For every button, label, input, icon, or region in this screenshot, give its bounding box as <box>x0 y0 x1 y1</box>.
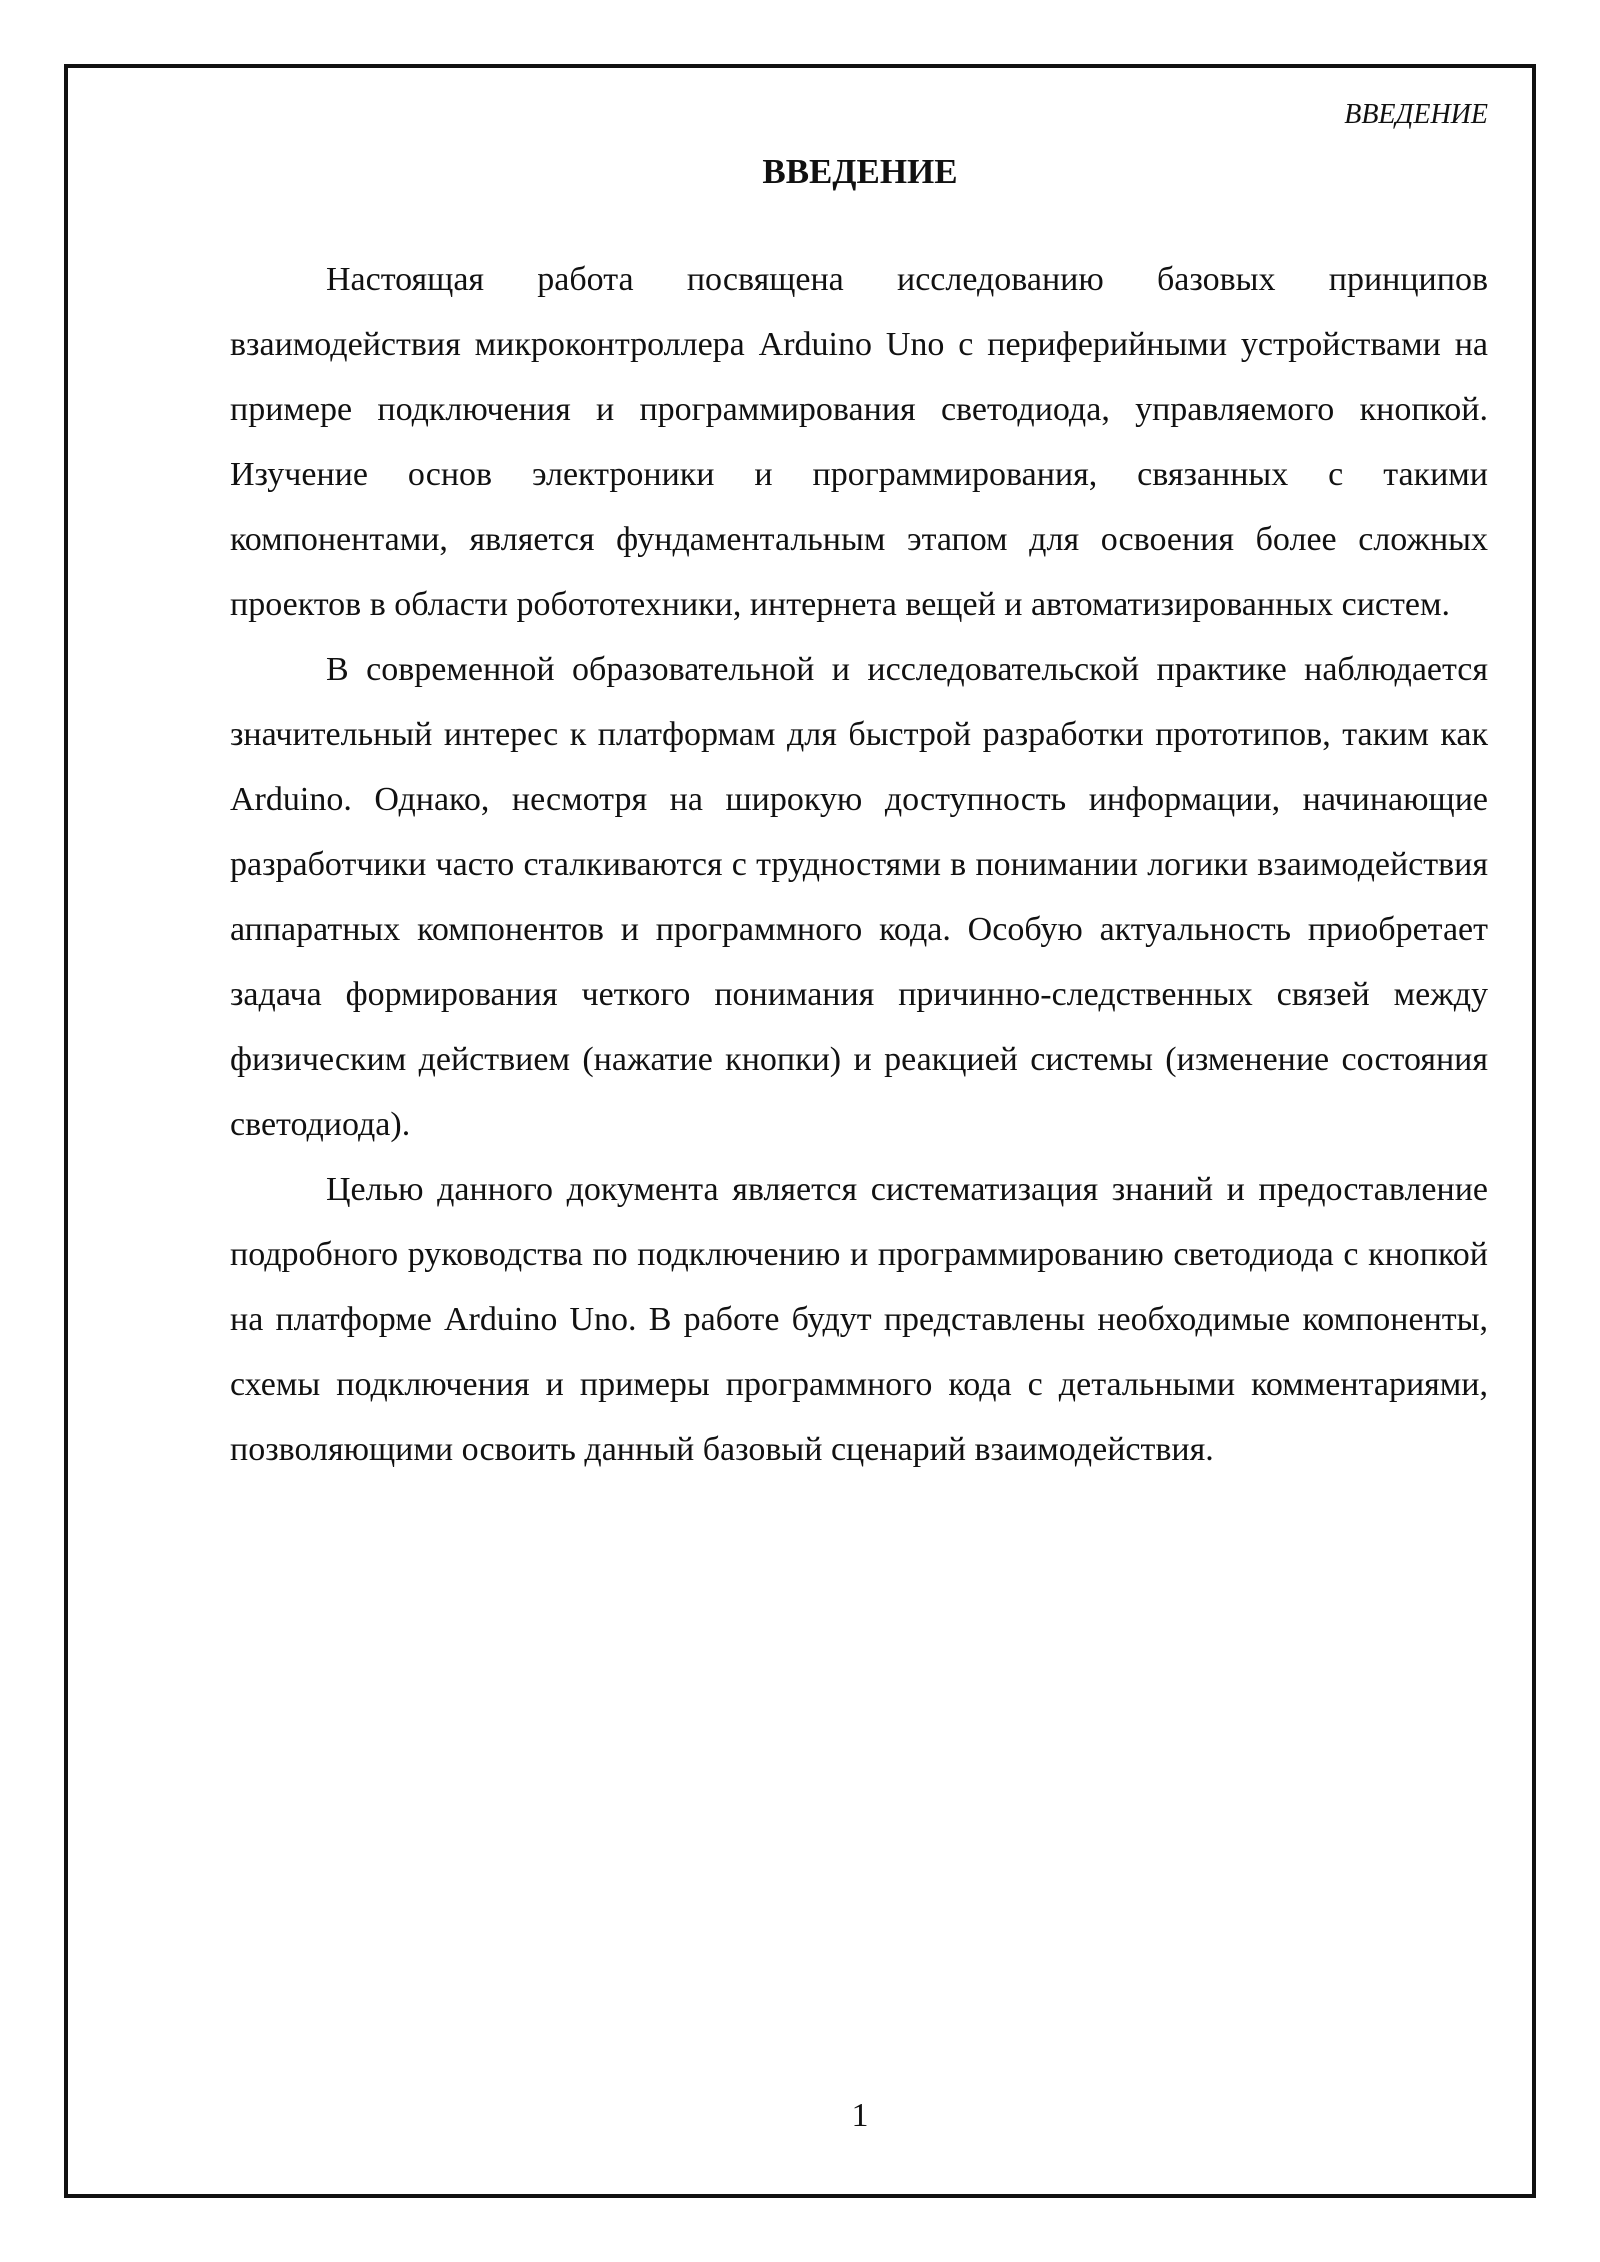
body-text <box>230 247 1488 1482</box>
page-title: ВВЕДЕНИЕ <box>762 152 958 191</box>
page-number: 1 <box>851 2097 869 2134</box>
paragraph: Настоящая работа посвящена исследованию базовых принципов взаимодействия микроконтроллера Arduino Uno с периферийными устройствами на примере подключения и программирования светодиода, управляемого кнопкой. Изучение основ электроники и программирования, связанных с такими компонентами, является фундаментальным этапом для освоения более сложных проектов в области робототехники, интернета вещей и автоматизированных систем. <box>230 261 1488 623</box>
paragraph: Целью данного документа является систематизация знаний и предоставление подробного руководства по подключению и программированию светодиода с кнопкой на платформе Arduino Uno. В работе будут представлены необходимые компоненты, схемы подключения и примеры программного кода с детальными комментариями, позволяющими освоить данный базовый сценарий взаимодействия. <box>230 1171 1488 1468</box>
paragraph: В современной образовательной и исследовательской практике наблюдается значительный интерес к платформам для быстрой разработки прототипов, таким как Arduino. Однако, несмотря на широкую доступность информации, начинающие разработчики часто сталкиваются с трудностями в понимании логики взаимодействия аппаратных компонентов и программного кода. Особую актуальность приобретает задача формирования четкого понимания причинно-следственных связей между физическим действием (нажатие кнопки) и реакцией системы (изменение состояния светодиода). <box>230 651 1488 1143</box>
running-header: ВВЕДЕНИЕ <box>1344 99 1488 130</box>
